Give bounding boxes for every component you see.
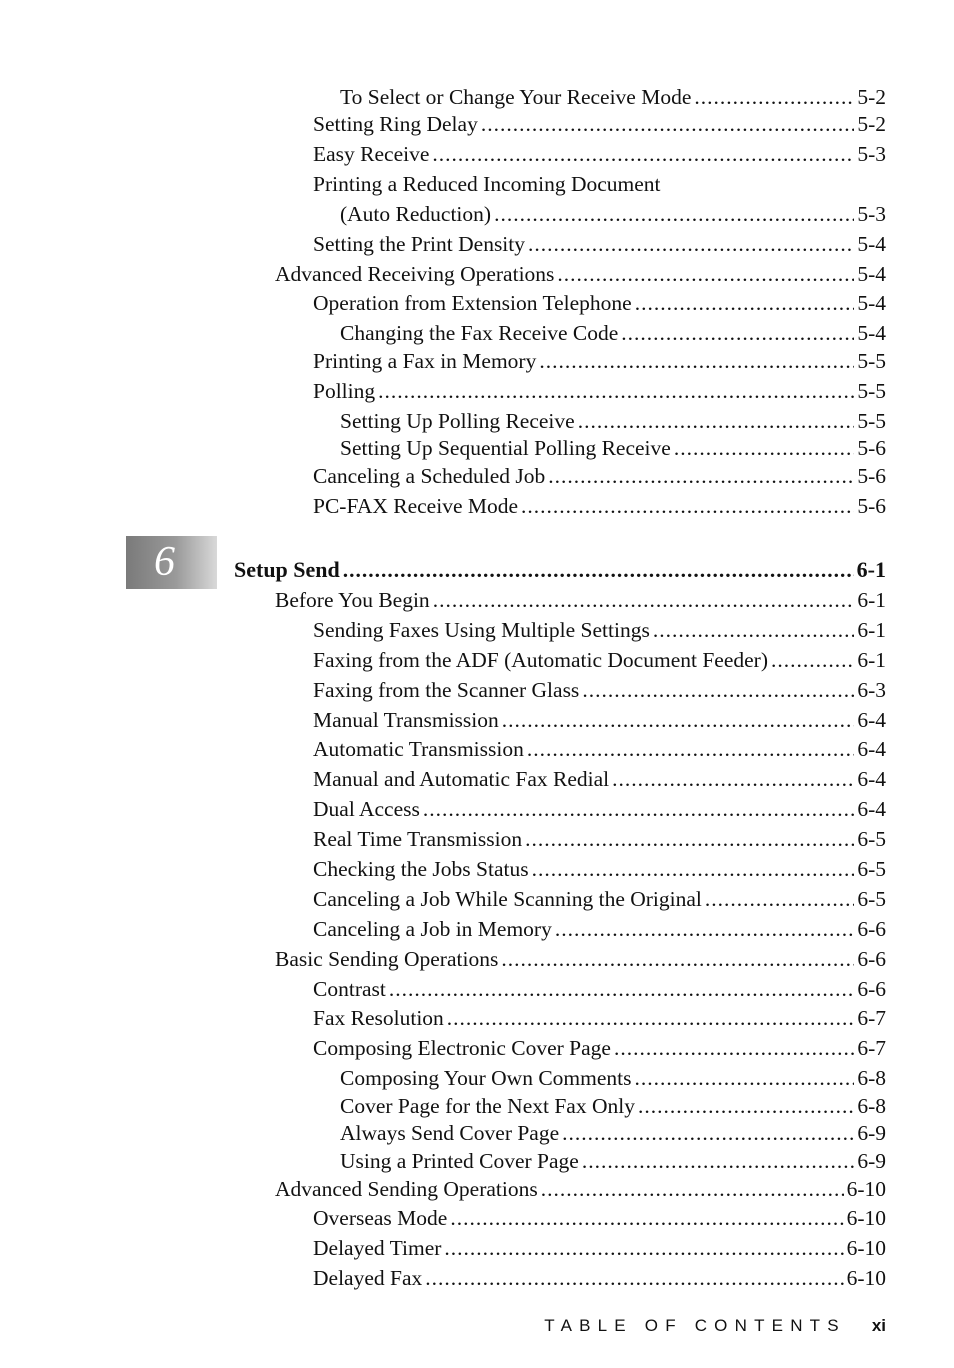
toc-entry-page: 6-4 <box>857 708 886 732</box>
toc-entry[interactable] <box>313 290 886 316</box>
toc-entry-page: 6-6 <box>857 977 886 1001</box>
toc-entry[interactable] <box>313 1235 886 1261</box>
toc-entry-title: To Select or Change Your Receive Mode <box>340 85 692 109</box>
toc-entry[interactable] <box>313 826 886 852</box>
toc-entry[interactable] <box>340 408 886 434</box>
toc-entry-title: Before You Begin <box>275 588 430 612</box>
toc-entry-page: 6-1 <box>857 648 886 672</box>
dot-leader <box>557 261 854 287</box>
dot-leader <box>481 111 855 137</box>
toc-entry-title: Dual Access <box>313 797 420 821</box>
toc-entry[interactable] <box>340 1148 886 1174</box>
toc-chapter-entry[interactable] <box>234 557 886 583</box>
toc-entry-page: 6-4 <box>857 737 886 761</box>
toc-entry-title: Faxing from the Scanner Glass <box>313 678 580 702</box>
dot-leader <box>548 463 854 489</box>
toc-entry[interactable] <box>313 1265 886 1291</box>
toc-entry-title: Polling <box>313 379 376 403</box>
toc-entry-page: 5-5 <box>857 379 886 403</box>
dot-leader <box>502 707 855 733</box>
toc-entry[interactable] <box>313 647 886 673</box>
toc-entry[interactable] <box>313 141 886 167</box>
toc-entry[interactable] <box>313 348 886 374</box>
toc-entry-title: Contrast <box>313 977 386 1001</box>
toc-entry-title: Canceling a Scheduled Job <box>313 464 546 488</box>
toc-entry-title: Using a Printed Cover Page <box>340 1149 579 1173</box>
dot-leader <box>578 408 855 434</box>
toc-entry-page: 5-4 <box>857 262 886 286</box>
toc-entry[interactable] <box>313 916 886 942</box>
toc-entry-page: 6-6 <box>857 947 886 971</box>
toc-entry[interactable] <box>313 617 886 643</box>
dot-leader <box>378 378 854 404</box>
toc-entry-title: Setting Ring Delay <box>313 112 478 136</box>
dot-leader <box>425 1265 843 1291</box>
toc-entry-title: Setup Send <box>234 557 340 582</box>
toc-entry[interactable] <box>313 493 886 519</box>
dot-leader <box>528 231 854 257</box>
toc-entry-title: Printing a Fax in Memory <box>313 349 537 373</box>
toc-entry-title: Manual Transmission <box>313 708 499 732</box>
toc-entry-page: 6-10 <box>846 1266 886 1290</box>
toc-entry[interactable] <box>313 707 886 733</box>
toc-entry-page: 6-7 <box>857 1006 886 1030</box>
toc-entry-title: Composing Your Own Comments <box>340 1066 632 1090</box>
toc-entry-page: 6-1 <box>856 557 886 582</box>
dot-leader <box>674 435 855 461</box>
dot-leader <box>343 557 854 583</box>
toc-entry[interactable] <box>313 1005 886 1031</box>
toc-entry-page: 6-4 <box>857 767 886 791</box>
toc-entry[interactable] <box>340 1120 886 1146</box>
toc-entry-page: 5-4 <box>857 321 886 345</box>
toc-entry-title: Sending Faxes Using Multiple Settings <box>313 618 650 642</box>
toc-entry[interactable] <box>340 84 886 110</box>
toc-entry-page: 6-10 <box>846 1206 886 1230</box>
dot-leader <box>635 290 855 316</box>
toc-entry-title: Advanced Sending Operations <box>275 1177 538 1201</box>
dot-leader <box>621 320 854 346</box>
footer-label: TABLE OF CONTENTS <box>544 1316 846 1335</box>
dot-leader <box>423 796 854 822</box>
toc-entry-page: 5-5 <box>857 349 886 373</box>
dot-leader <box>389 976 854 1002</box>
dot-leader <box>532 856 855 882</box>
toc-entry-title: Real Time Transmission <box>313 827 523 851</box>
toc-entry[interactable] <box>313 736 886 762</box>
toc-entry[interactable] <box>340 1093 886 1119</box>
toc-entry-page: 5-3 <box>857 142 886 166</box>
footer-page-number: xi <box>871 1316 886 1335</box>
toc-entry-title: Setting the Print Density <box>313 232 526 256</box>
toc-entry-page: 5-6 <box>857 494 886 518</box>
toc-entry[interactable] <box>275 1176 886 1202</box>
toc-entry-title: Setting Up Polling Receive <box>340 409 575 433</box>
toc-entry-title: (Auto Reduction) <box>340 202 492 226</box>
toc-entry[interactable] <box>275 261 886 287</box>
toc-entry-page: 5-6 <box>857 464 886 488</box>
toc-entry-title: Cover Page for the Next Fax Only <box>340 1094 635 1118</box>
dot-leader <box>638 1093 854 1119</box>
dot-leader <box>555 916 854 942</box>
toc-entry-title: Setting Up Sequential Polling Receive <box>340 436 671 460</box>
toc-entry-title: Always Send Cover Page <box>340 1121 560 1145</box>
toc-entry-title: Fax Resolution <box>313 1006 444 1030</box>
dot-leader <box>541 1176 844 1202</box>
dot-leader <box>562 1120 854 1146</box>
toc-entry-page: 6-7 <box>857 1036 886 1060</box>
dot-leader <box>444 1235 843 1261</box>
toc-entry-title: Canceling a Job While Scanning the Original <box>313 887 702 911</box>
toc-entry-title: Faxing from the ADF (Automatic Document Feeder) <box>313 648 768 672</box>
toc-entry-page: 6-4 <box>857 797 886 821</box>
toc-entry-page: 6-9 <box>857 1121 886 1145</box>
toc-entry[interactable] <box>313 111 886 137</box>
toc-entry-page: 5-5 <box>857 409 886 433</box>
toc-entry[interactable] <box>313 171 886 197</box>
toc-entry[interactable] <box>313 796 886 822</box>
toc-entry-page: 5-6 <box>857 436 886 460</box>
toc-entry-page: 6-5 <box>857 857 886 881</box>
toc-entry-title: Overseas Mode <box>313 1206 448 1230</box>
toc-entry[interactable] <box>313 1205 886 1231</box>
dot-leader <box>433 587 855 613</box>
dot-leader <box>450 1205 843 1231</box>
toc-entry-page: 6-9 <box>857 1149 886 1173</box>
dot-leader <box>653 617 854 643</box>
dot-leader <box>525 826 854 852</box>
toc-entry-title: Delayed Fax <box>313 1266 423 1290</box>
toc-entry-title: Advanced Receiving Operations <box>275 262 555 286</box>
toc-entry-title: Operation from Extension Telephone <box>313 291 632 315</box>
toc-entry-page: 6-8 <box>857 1066 886 1090</box>
dot-leader <box>432 141 854 167</box>
toc-entry[interactable] <box>313 856 886 882</box>
dot-leader <box>582 677 854 703</box>
toc-entry-title: Canceling a Job in Memory <box>313 917 552 941</box>
toc-entry[interactable] <box>275 946 886 972</box>
toc-entry-page: 5-2 <box>857 112 886 136</box>
toc-entry-title: Easy Receive <box>313 142 430 166</box>
page-footer <box>544 1316 886 1336</box>
toc-entry-page: 6-10 <box>846 1236 886 1260</box>
dot-leader <box>527 736 854 762</box>
dot-leader <box>614 1035 854 1061</box>
dot-leader <box>501 946 854 972</box>
toc-entry-page: 5-4 <box>857 291 886 315</box>
toc-entry[interactable] <box>313 677 886 703</box>
toc-entry[interactable] <box>313 766 886 792</box>
toc-entry-title: Changing the Fax Receive Code <box>340 321 619 345</box>
toc-entry[interactable] <box>313 378 886 404</box>
toc-entry[interactable] <box>313 231 886 257</box>
toc-entry[interactable] <box>340 435 886 461</box>
dot-leader <box>705 886 854 912</box>
toc-entry[interactable] <box>340 320 886 346</box>
dot-leader <box>582 1148 854 1174</box>
toc-entry-page: 6-3 <box>857 678 886 702</box>
toc-entry-title: Checking the Jobs Status <box>313 857 529 881</box>
dot-leader <box>539 348 854 374</box>
toc-entry[interactable] <box>313 886 886 912</box>
dot-leader <box>694 84 854 110</box>
chapter-number: 6 <box>154 539 175 585</box>
toc-entry[interactable] <box>313 463 886 489</box>
dot-leader <box>494 201 854 227</box>
toc-entry-page: 5-3 <box>857 202 886 226</box>
toc-entry-page: 5-4 <box>857 232 886 256</box>
toc-entry-title: Printing a Reduced Incoming Document <box>313 172 661 196</box>
toc-entry-page: 6-10 <box>846 1177 886 1201</box>
toc-entry-page: 5-2 <box>857 85 886 109</box>
toc-entry[interactable] <box>340 201 886 227</box>
dot-leader <box>635 1065 855 1091</box>
toc-entry[interactable] <box>313 976 886 1002</box>
toc-entry-title: PC-FAX Receive Mode <box>313 494 519 518</box>
toc-entry-title: Delayed Timer <box>313 1236 442 1260</box>
dot-leader <box>447 1005 855 1031</box>
toc-entry-title: Automatic Transmission <box>313 737 524 761</box>
toc-entry-page: 6-1 <box>857 588 886 612</box>
toc-entry[interactable] <box>275 587 886 613</box>
dot-leader <box>521 493 854 519</box>
toc-entry-page: 6-8 <box>857 1094 886 1118</box>
toc-entry-page: 6-5 <box>857 827 886 851</box>
chapter-tab <box>126 536 217 589</box>
toc-entry-page: 6-6 <box>857 917 886 941</box>
toc-entry[interactable] <box>313 1035 886 1061</box>
toc-entry-title: Manual and Automatic Fax Redial <box>313 767 610 791</box>
dot-leader <box>771 647 854 673</box>
dot-leader <box>612 766 854 792</box>
toc-entry[interactable] <box>340 1065 886 1091</box>
toc-entry-page: 6-5 <box>857 887 886 911</box>
toc-entry-title: Basic Sending Operations <box>275 947 499 971</box>
toc-entry-title: Composing Electronic Cover Page <box>313 1036 611 1060</box>
toc-entry-page: 6-1 <box>857 618 886 642</box>
